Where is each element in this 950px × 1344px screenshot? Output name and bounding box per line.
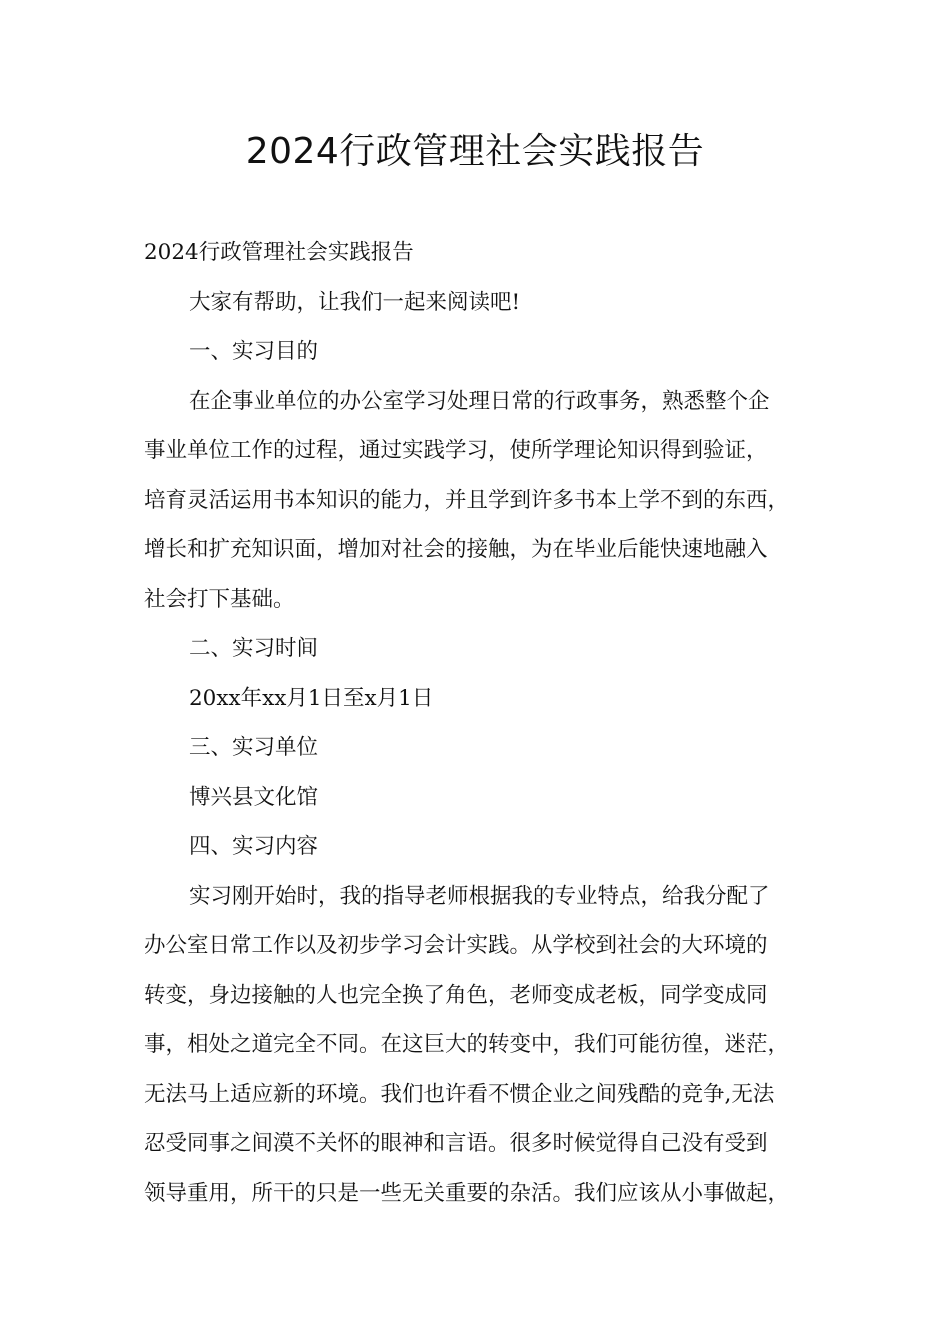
section-heading-purpose: 一、实习目的 (189, 339, 319, 364)
document-title: 2024行政管理社会实践报告 (245, 131, 705, 172)
internship-dates: 20xx年xx月1日至x月1日 (189, 685, 434, 711)
paragraph-line: 在企事业单位的办公室学习处理日常的行政事务，熟悉整个企 (189, 388, 770, 414)
paragraph-line: 事，相处之道完全不同。在这巨大的转变中，我们可能彷徨，迷茫， (144, 1032, 790, 1057)
internship-unit: 博兴县文化馆 (189, 784, 319, 810)
paragraph-line: 忍受同事之间漠不关怀的眼神和言语。很多时候觉得自己没有受到 (144, 1131, 768, 1156)
section-heading-content: 四、实习内容 (189, 834, 319, 859)
paragraph-line: 领导重用，所干的只是一些无关重要的杂活。我们应该从小事做起， (144, 1180, 790, 1206)
document-body (144, 228, 834, 1218)
paragraph-line: 增长和扩充知识面，增加对社会的接触，为在毕业后能快速地融入 (144, 537, 768, 562)
paragraph-line: 办公室日常工作以及初步学习会计实践。从学校到社会的大环境的 (144, 933, 768, 958)
paragraph-line: 社会打下基础。 (144, 586, 295, 612)
paragraph-line: 无法马上适应新的环境。我们也许看不惯企业之间残酷的竞争,无法 (144, 1081, 775, 1107)
intro-paragraph: 大家有帮助，让我们一起来阅读吧! (189, 289, 521, 315)
section-heading-time: 二、实习时间 (189, 636, 319, 661)
subtitle: 2024行政管理社会实践报告 (144, 240, 414, 265)
paragraph-line: 转变，身边接触的人也完全换了角色，老师变成老板，同学变成同 (144, 982, 768, 1008)
paragraph-line: 实习刚开始时，我的指导老师根据我的专业特点，给我分配了 (189, 883, 770, 909)
section-heading-unit: 三、实习单位 (189, 735, 319, 760)
paragraph-line: 培育灵活运用书本知识的能力，并且学到许多书本上学不到的东西， (144, 487, 790, 513)
paragraph-line: 事业单位工作的过程，通过实践学习，使所学理论知识得到验证， (144, 438, 768, 463)
